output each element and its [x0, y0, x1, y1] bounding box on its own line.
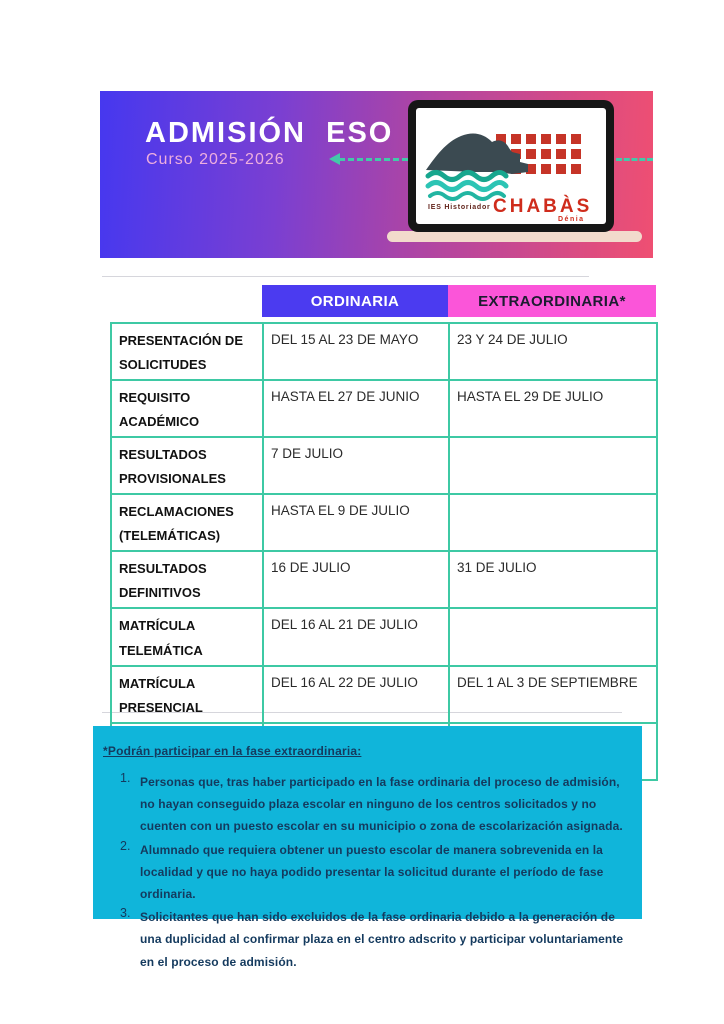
- logo-city: Dénia: [558, 216, 585, 223]
- row-label: MATRÍCULA PRESENCIAL: [111, 666, 263, 723]
- ordinaria-cell: 7 DE JULIO: [263, 437, 449, 494]
- row-label: PRESENTACIÓN DE SOLICITUDES: [111, 323, 263, 380]
- admission-schedule: [110, 285, 656, 781]
- list-item-text: Personas que, tras haber participado en la fase ordinaria del proceso de admisión, no hayan conseguido plaza escolar en ninguno de los centros solicitados y no cuenten con un puesto escolar en su municipio o zona de escolarización asignada.: [140, 775, 623, 834]
- extraordinaria-cell: [449, 437, 657, 494]
- dashed-line-left: [339, 158, 408, 161]
- extraordinaria-cell: [449, 494, 657, 551]
- row-label: RESULTADOS PROVISIONALES: [111, 437, 263, 494]
- list-item-text: Alumnado que requiera obtener un puesto escolar de manera sobrevenida en la localidad y que no haya podido presentar la solicitud durante el período de fase ordinaria.: [140, 842, 604, 901]
- laptop-screen: [408, 100, 614, 232]
- note-list: [103, 771, 628, 973]
- ordinaria-cell: DEL 16 AL 22 DE JULIO: [263, 666, 449, 723]
- extraordinaria-cell: DEL 1 AL 3 DE SEPTIEMBRE: [449, 666, 657, 723]
- extraordinaria-cell: 23 Y 24 DE JULIO: [449, 323, 657, 380]
- table-row: [111, 551, 657, 608]
- list-item-number: 2.: [120, 838, 131, 853]
- table-row: [111, 494, 657, 551]
- table-row: [111, 666, 657, 723]
- ordinaria-cell: HASTA EL 9 DE JULIO: [263, 494, 449, 551]
- list-item-number: 1.: [120, 771, 131, 785]
- table-row: [111, 323, 657, 380]
- list-item: [103, 906, 628, 973]
- list-item-text: Solicitantes que han sido excluidos de la fase ordinaria debido a la generación de una duplicidad al confirmar plaza en el centro adscrito y participar voluntariamente en el proceso de admisión.: [140, 910, 624, 969]
- extraordinaria-cell: HASTA EL 29 DE JULIO: [449, 380, 657, 437]
- list-item-number: 3.: [120, 906, 131, 921]
- laptop-base: [387, 231, 642, 242]
- row-label: REQUISITO ACADÉMICO: [111, 380, 263, 437]
- row-label: MATRÍCULA TELEMÁTICA: [111, 608, 263, 665]
- laptop-display: [416, 108, 606, 224]
- table-row: [111, 608, 657, 665]
- row-label: RECLAMACIONES (TELEMÁTICAS): [111, 494, 263, 551]
- table-row: [111, 437, 657, 494]
- list-item: [103, 771, 628, 838]
- page-subtitle: Curso 2025-2026: [146, 151, 285, 168]
- note-title: *Podrán participar en la fase extraordinaria:: [103, 744, 362, 758]
- row-label: RESULTADOS DEFINITIVOS: [111, 551, 263, 608]
- table-row: [111, 380, 657, 437]
- school-logo: [416, 108, 606, 224]
- ordinaria-cell: DEL 15 AL 23 DE MAYO: [263, 323, 449, 380]
- list-item: [103, 839, 628, 906]
- ordinaria-cell: 16 DE JULIO: [263, 551, 449, 608]
- schedule-table: [110, 322, 658, 781]
- logo-school-line: IES Historiador: [428, 204, 491, 211]
- logo-school-name: CHABÀS: [493, 196, 593, 217]
- header-banner: [100, 91, 653, 258]
- extraordinaria-cell: 31 DE JULIO: [449, 551, 657, 608]
- ordinaria-cell: HASTA EL 27 DE JUNIO: [263, 380, 449, 437]
- column-header-extraordinaria: EXTRAORDINARIA*: [448, 285, 656, 317]
- schedule-header-row: [262, 285, 656, 317]
- extraordinaria-note-box: [93, 726, 642, 969]
- dashed-line-right: [616, 158, 653, 161]
- page-title: ADMISIÓN ESO: [145, 117, 394, 149]
- ordinaria-cell: DEL 16 AL 21 DE JULIO: [263, 608, 449, 665]
- divider-top: [102, 276, 589, 277]
- extraordinaria-cell: [449, 608, 657, 665]
- column-header-ordinaria: ORDINARIA: [262, 285, 448, 317]
